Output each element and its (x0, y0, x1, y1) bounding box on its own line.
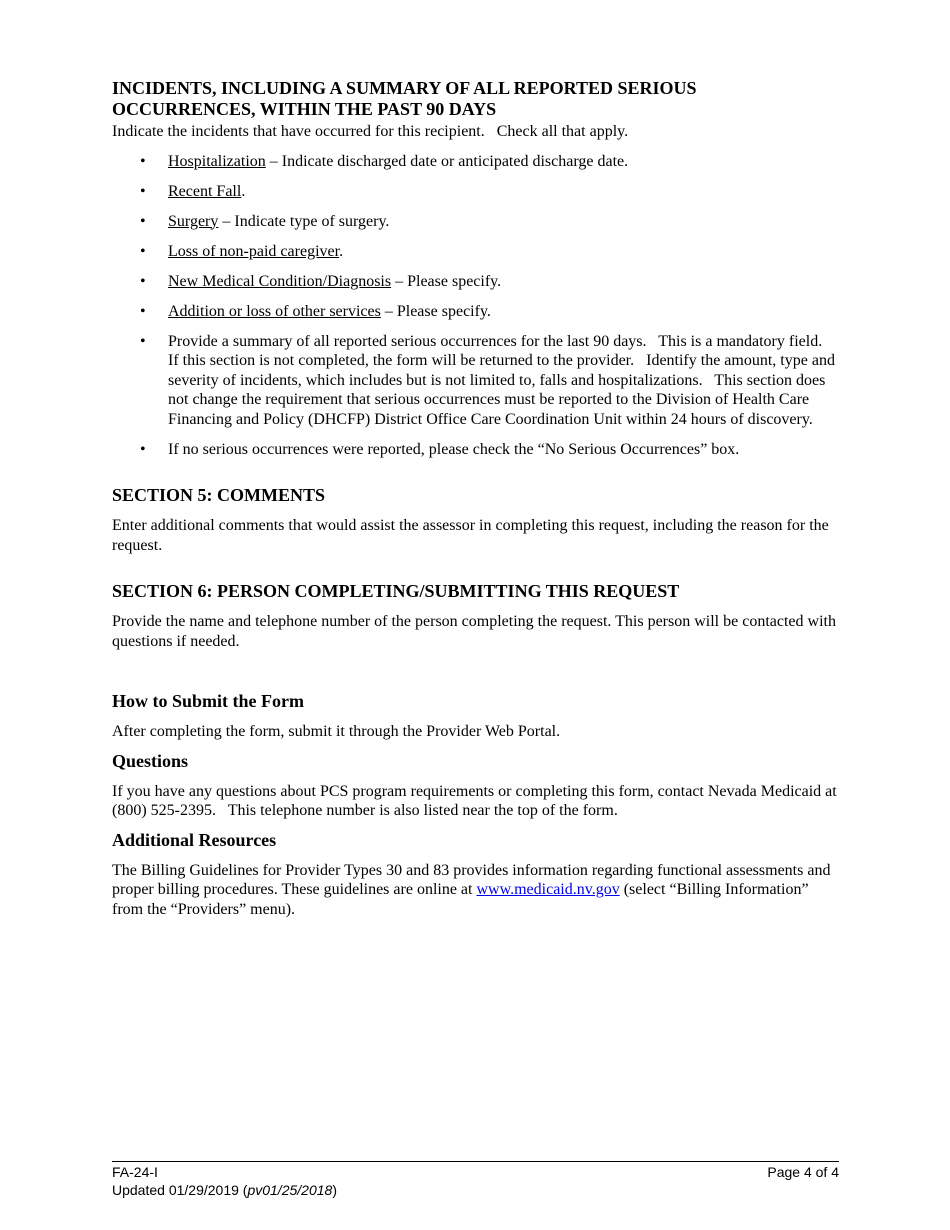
section6-heading: SECTION 6: PERSON COMPLETING/SUBMITTING THIS REQUEST (112, 581, 680, 601)
incident-desc: – Indicate type of surgery. (218, 212, 390, 230)
list-item (112, 212, 839, 232)
list-item (112, 440, 839, 460)
summary-text: Provide a summary of all reported serious occurrences for the last 90 days. This is a mandatory field. If this section is not completed, the form will be returned to the provider. Identify the amount, type and severity of incidents, which includes but is not limited to, falls and hospitalizations. This section does not change the requirement that serious occurrences must be reported to the Division of Health Care Financing and Policy (DHCFP) District Office Care Coordination Unit within 24 hours of discovery. (168, 332, 839, 428)
submit-text: After completing the form, submit it through the Provider Web Portal. (112, 723, 561, 740)
section5-heading: SECTION 5: COMMENTS (112, 485, 326, 505)
resources-text-after: (select “Billing Information” from the “Providers” menu). (112, 881, 809, 918)
bullet-icon: • (140, 272, 146, 290)
list-item (112, 242, 839, 262)
bullet-icon: • (140, 212, 146, 230)
bullet-icon: • (140, 440, 146, 458)
page-number: Page 4 of 4 (767, 1164, 839, 1180)
questions-text: If you have any questions about PCS program requirements or completing this form, contact Nevada Medicaid at (800) 525-2395. This telephone number is also listed near the top of the form. (112, 782, 841, 819)
incident-desc: – Indicate discharged date or anticipated discharge date. (265, 152, 629, 170)
incident-term: Loss of non-paid caregiver (168, 242, 340, 260)
updated-line (112, 1181, 839, 1199)
document-page (112, 78, 839, 919)
incidents-intro: Indicate the incidents that have occurred for this recipient. Check all that apply. (112, 123, 629, 140)
bullet-icon: • (140, 242, 146, 260)
questions-heading: Questions (112, 750, 189, 771)
list-item (112, 302, 839, 322)
incident-term: Addition or loss of other services (168, 302, 381, 320)
section5-text: Enter additional comments that would assist the assessor in completing this request, including the reason for the request. (112, 517, 829, 554)
updated-close: ) (332, 1182, 337, 1198)
incident-term: Surgery (168, 212, 219, 230)
list-item (112, 332, 839, 430)
resources-text-before: The Billing Guidelines for Provider Types 30 and 83 provides information regarding functional assessments and proper billing procedures. These guidelines are online at (112, 861, 831, 898)
bullet-icon: • (140, 302, 146, 320)
incidents-heading-line1: INCIDENTS, INCLUDING A SUMMARY OF ALL REPORTED SERIOUS (112, 78, 697, 98)
form-id: FA-24-I (112, 1164, 158, 1180)
bullet-icon: • (140, 152, 146, 170)
bullet-icon: • (140, 182, 146, 200)
incident-desc: – Please specify. (380, 302, 491, 320)
list-item (112, 272, 839, 292)
no-occurrence-text: If no serious occurrences were reported, please check the “No Serious Occurrences” box. (168, 440, 740, 458)
resources-heading: Additional Resources (112, 829, 277, 850)
updated-text: Updated 01/29/2019 ( (112, 1182, 248, 1198)
incident-term: New Medical Condition/Diagnosis (168, 272, 392, 290)
bullet-icon: • (140, 332, 146, 350)
incident-desc: . (339, 242, 344, 260)
medicaid-website-link[interactable]: www.medicaid.nv.gov (476, 881, 620, 898)
incident-desc: – Please specify. (391, 272, 502, 290)
incidents-list (112, 152, 839, 460)
version-text: pv01/25/2018 (247, 1182, 333, 1198)
page-footer (112, 1161, 839, 1199)
incidents-heading (112, 78, 839, 120)
resources-text (112, 861, 839, 920)
list-item (112, 152, 839, 172)
section6-text: Provide the name and telephone number of the person completing the request. This person will be contacted with questions if needed. (112, 613, 836, 650)
submit-heading: How to Submit the Form (112, 691, 304, 711)
incident-term: Recent Fall (168, 182, 242, 200)
list-item (112, 182, 839, 202)
incident-term: Hospitalization (168, 152, 266, 170)
incidents-heading-line2: OCCURRENCES, WITHIN THE PAST 90 DAYS (112, 99, 497, 119)
incident-desc: . (241, 182, 246, 200)
